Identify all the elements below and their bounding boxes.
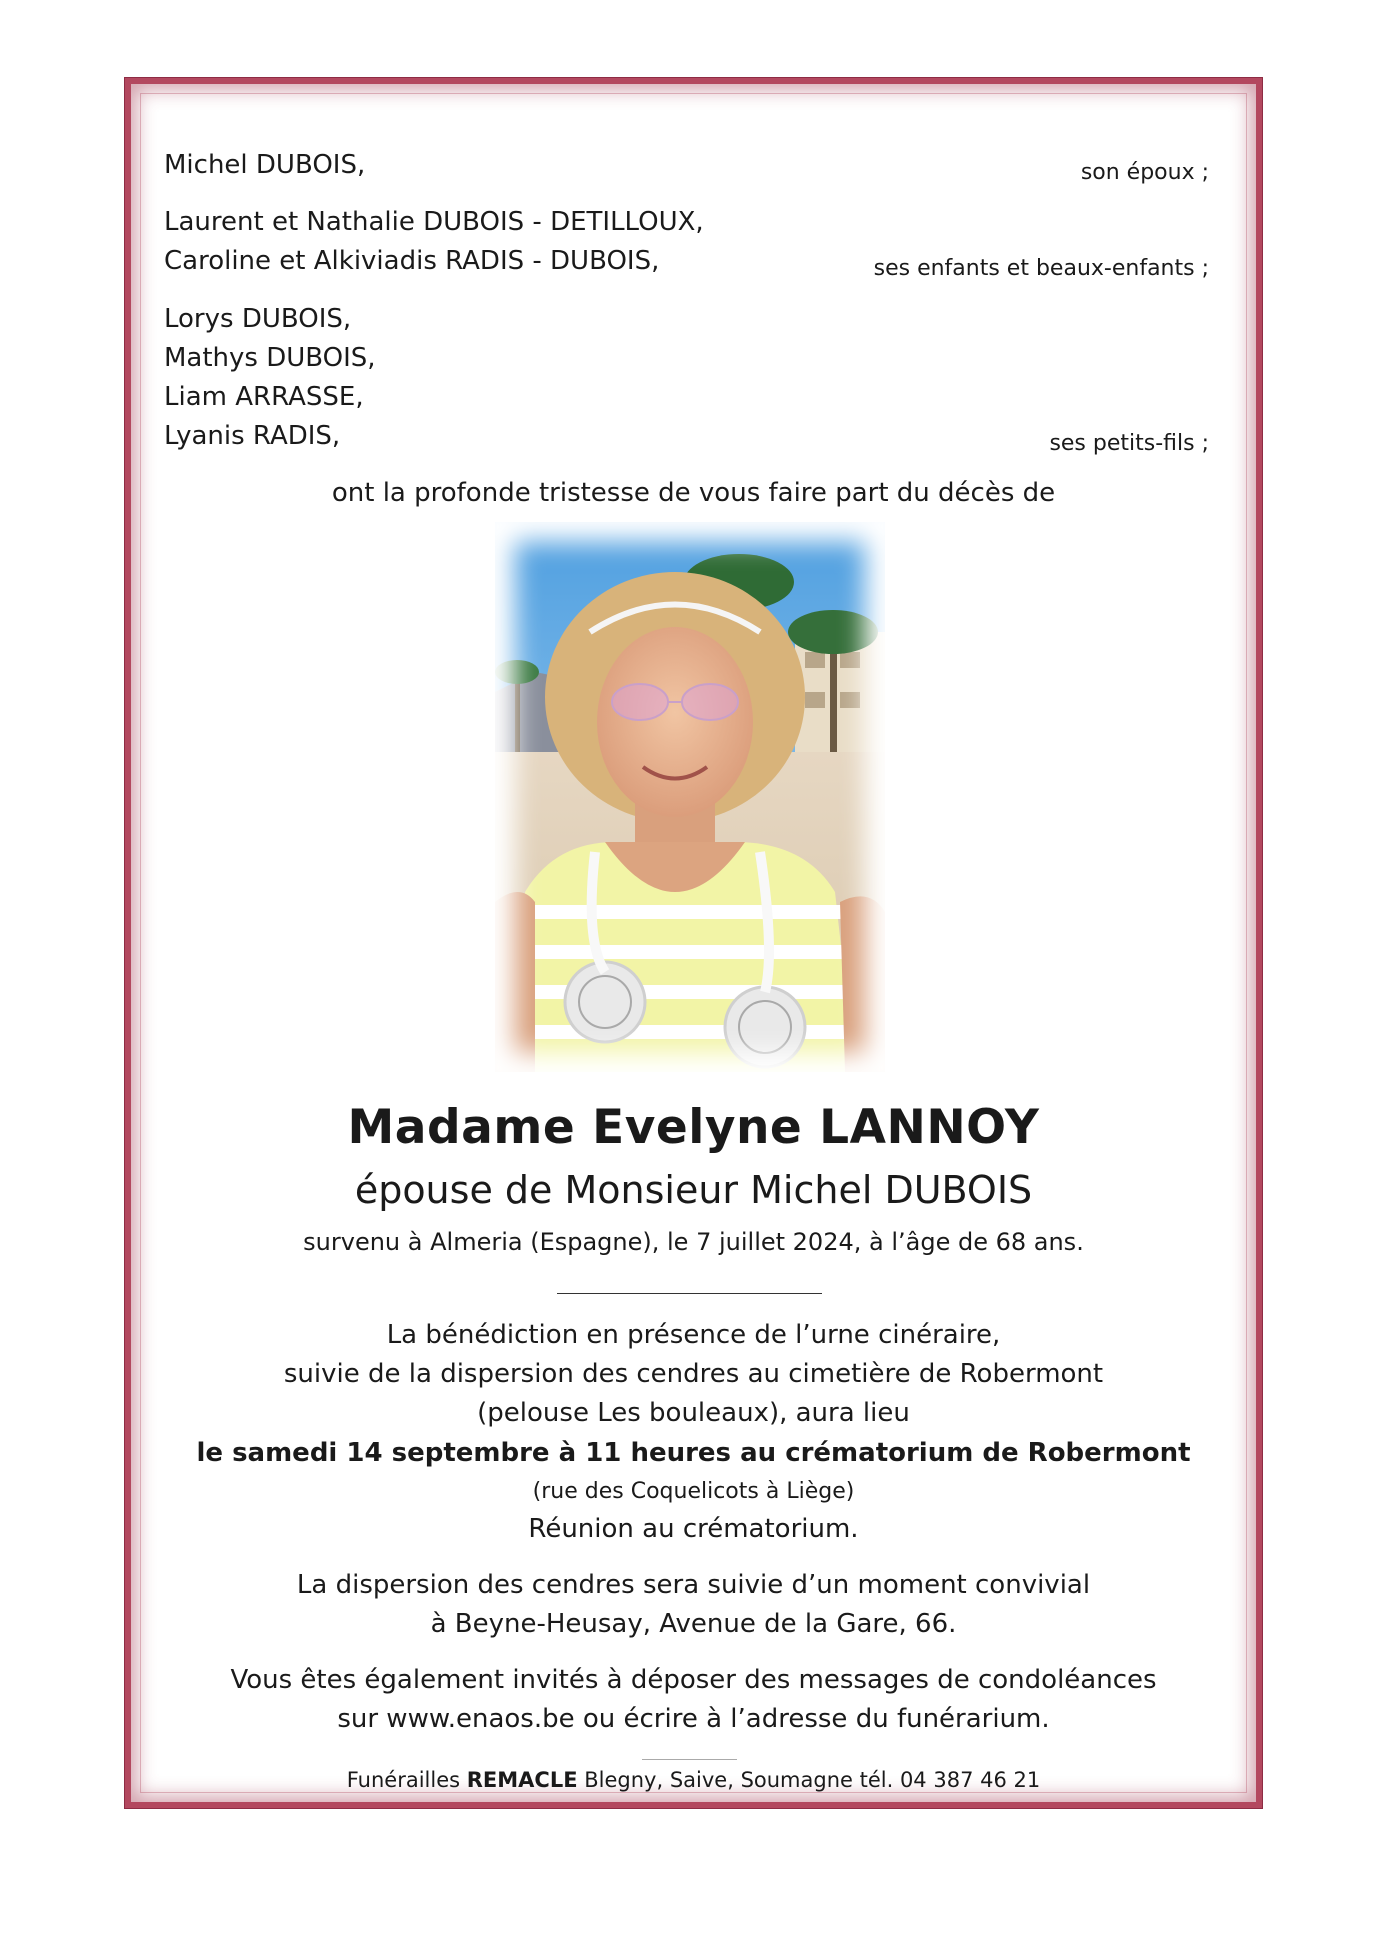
section-divider — [557, 1293, 822, 1294]
ceremony-line-3: (pelouse Les bouleaux), aura lieu — [477, 1398, 910, 1428]
ceremony-line-1: La bénédiction en présence de l’urne cinéraire, — [386, 1320, 1001, 1350]
footer-divider — [642, 1759, 737, 1760]
deceased-name: Madame Evelyne LANNOY — [347, 1100, 1040, 1155]
condolences-line-1: Vous êtes également invités à déposer des messages de condoléances — [230, 1665, 1157, 1695]
deceased-spouse: épouse de Monsieur Michel DUBOIS — [354, 1168, 1033, 1212]
family-name: Liam ARRASSE, — [164, 382, 364, 412]
family-name: Lorys DUBOIS, — [164, 304, 352, 334]
portrait-image — [495, 522, 885, 1072]
family-relation: son époux ; — [1080, 160, 1209, 185]
funeral-home-footer — [125, 1768, 1262, 1792]
ceremony-date-line: le samedi 14 septembre à 11 heures au crématorium de Robermont — [196, 1438, 1191, 1468]
portrait-photo — [495, 522, 885, 1072]
footer-suffix: Blegny, Saive, Soumagne tél. 04 387 46 21 — [577, 1768, 1041, 1792]
family-name: Laurent et Nathalie DUBOIS - DETILLOUX, — [164, 207, 704, 237]
condolences-line-2: sur www.enaos.be ou écrire à l’adresse du funérarium. — [337, 1704, 1050, 1734]
reception-line-2: à Beyne-Heusay, Avenue de la Gare, 66. — [430, 1609, 957, 1639]
family-name: Mathys DUBOIS, — [164, 343, 376, 373]
intro-text: ont la profonde tristesse de vous faire part du décès de — [331, 478, 1056, 508]
ceremony-address: (rue des Coquelicots à Liège) — [532, 1479, 855, 1504]
family-name: Michel DUBOIS, — [164, 150, 366, 180]
footer-prefix: Funérailles — [346, 1768, 467, 1792]
family-relation: ses petits-fils ; — [1049, 431, 1209, 456]
deceased-passing: survenu à Almeria (Espagne), le 7 juillet 2024, à l’âge de 68 ans. — [303, 1228, 1084, 1256]
reception-line-1: La dispersion des cendres sera suivie d’un moment convivial — [296, 1570, 1091, 1600]
ceremony-line-2: suivie de la dispersion des cendres au cimetière de Robermont — [283, 1359, 1104, 1389]
family-name: Lyanis RADIS, — [164, 421, 341, 451]
family-name: Caroline et Alkiviadis RADIS - DUBOIS, — [164, 246, 660, 276]
family-relation: ses enfants et beaux-enfants ; — [873, 256, 1209, 281]
ceremony-meeting: Réunion au crématorium. — [528, 1514, 859, 1544]
footer-company: REMACLE — [466, 1768, 578, 1792]
